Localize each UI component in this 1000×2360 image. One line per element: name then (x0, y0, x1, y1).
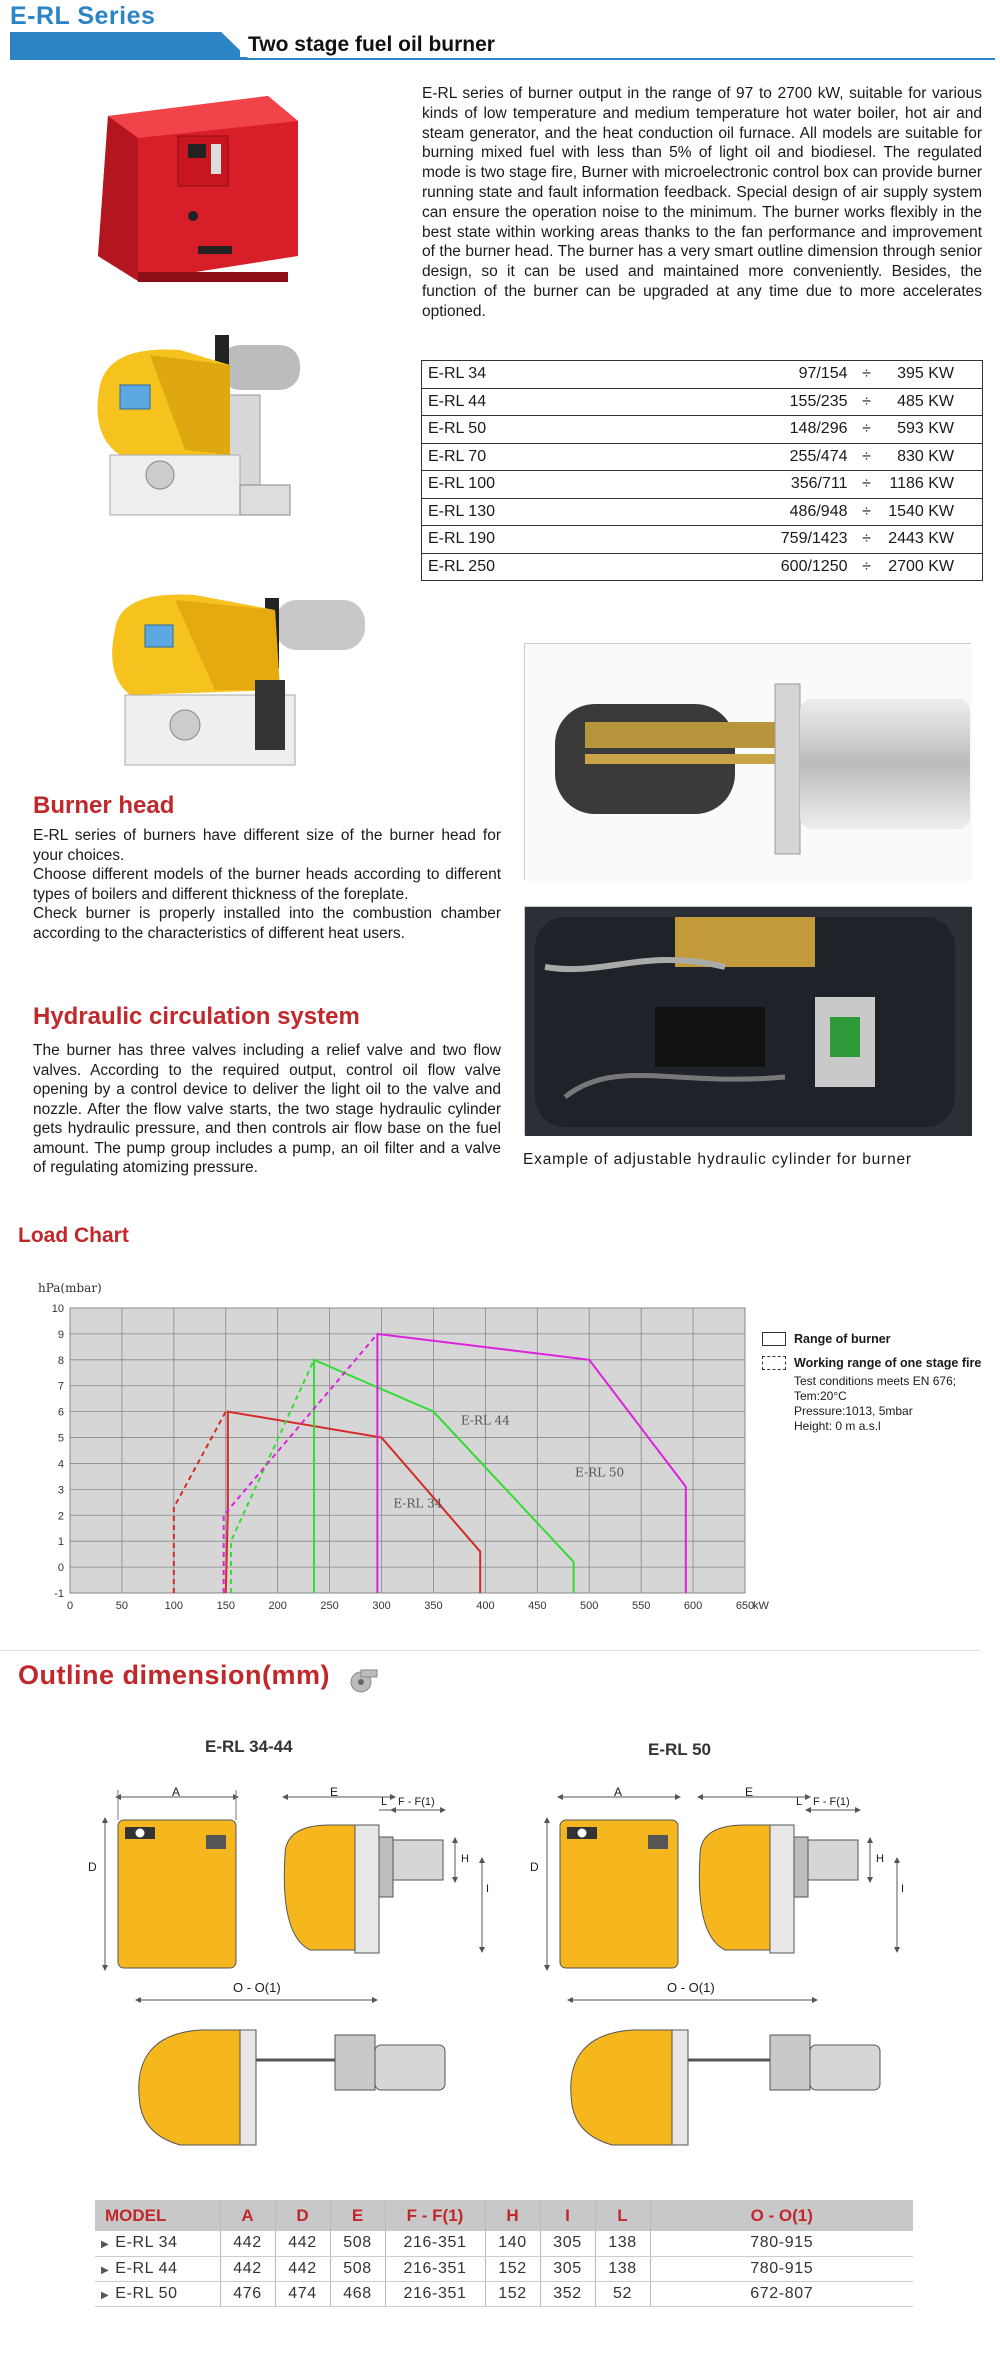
model-range: 255/474 (582, 443, 852, 471)
dim-value-cell: 780-915 (650, 2231, 913, 2256)
dim-header-cell: I (540, 2200, 595, 2231)
legend-note-2: Tem:20°C (794, 1389, 847, 1403)
x-tick-label: 0 (66, 1600, 74, 1612)
outline-drawings (0, 1775, 1000, 2200)
dim-value-cell: 305 (540, 2231, 595, 2256)
model-range: 155/235 (582, 388, 852, 416)
dim-label-a-left: A (172, 1785, 181, 1799)
dim-label-l-right: L (796, 1796, 803, 1808)
dim-model-label: E-RL 44 (115, 2259, 178, 2277)
model-name: E-RL 190 (422, 526, 582, 554)
dim-header-cell: O - O(1) (650, 2200, 913, 2231)
load-chart-title: Load Chart (18, 1224, 129, 1247)
red-burner-image (78, 76, 318, 286)
model-max-output: 485 KW (882, 388, 983, 416)
dim-table-row (95, 2281, 913, 2306)
dim-value-cell: 216-351 (385, 2281, 485, 2306)
dim-model-label: E-RL 50 (115, 2284, 178, 2302)
model-separator: ÷ (852, 526, 882, 554)
model-separator: ÷ (852, 416, 882, 444)
dim-value-cell: 216-351 (385, 2256, 485, 2281)
outline-title: Outline dimension(mm) (18, 1660, 331, 1690)
x-tick-label: 400 (476, 1600, 495, 1612)
model-separator: ÷ (852, 498, 882, 526)
dim-value-cell: 52 (595, 2281, 650, 2306)
legend-range (762, 1332, 992, 1346)
row-arrow-icon: ▶ (101, 2239, 110, 2251)
series-label: E-RL 50 (575, 1465, 625, 1480)
model-name: E-RL 250 (422, 553, 582, 581)
model-max-output: 1540 KW (882, 498, 983, 526)
fan-icon (345, 1664, 379, 1703)
dim-label-h-left: H (461, 1853, 469, 1865)
dim-header-cell: MODEL (95, 2200, 220, 2231)
model-range: 600/1250 (582, 553, 852, 581)
dim-model-cell (95, 2231, 220, 2256)
dim-value-cell: 138 (595, 2231, 650, 2256)
x-axis-unit: kW (753, 1600, 769, 1612)
dim-label-o-right: O - O(1) (667, 1980, 715, 1995)
model-max-output: 1186 KW (882, 471, 983, 499)
burner-head-title: Burner head (33, 792, 175, 819)
dim-value-cell: 780-915 (650, 2256, 913, 2281)
row-arrow-icon: ▶ (101, 2264, 110, 2276)
x-tick-label: 250 (320, 1600, 339, 1612)
x-tick-label: 600 (683, 1600, 703, 1612)
hydraulic-cylinder-photo (524, 906, 971, 1135)
model-max-output: 2443 KW (882, 526, 983, 554)
hydraulic-title: Hydraulic circulation system (33, 1003, 360, 1030)
dim-value-cell: 508 (330, 2231, 385, 2256)
model-row (422, 443, 983, 471)
x-tick-label: 100 (164, 1600, 184, 1612)
burner-head-text: E-RL series of burners have different size of the burner head for your choices. Choose different models of the burner heads according to different types of boilers and different thickness of the foreplate. Check burner is properly installed into the combustion chamber according to the characteristics of different heat users. (33, 827, 501, 942)
dim-value-cell: 442 (220, 2256, 275, 2281)
x-tick-label: 500 (580, 1600, 599, 1612)
dim-header-cell: A (220, 2200, 275, 2231)
dim-value-cell: 442 (275, 2256, 330, 2281)
side-view-right (699, 1797, 897, 1953)
side-view-left (284, 1797, 482, 1953)
dim-label-d-right: D (530, 1860, 539, 1874)
chart-legend (762, 1332, 992, 1434)
dim-label-i-left: I (486, 1883, 490, 1895)
dim-table-row (95, 2256, 913, 2281)
front-view-right (547, 1797, 678, 1968)
legend-note-4: Height: 0 m a.s.l (794, 1419, 881, 1433)
y-tick-label: 8 (57, 1354, 64, 1367)
dim-value-cell: 672-807 (650, 2281, 913, 2306)
y-tick-label: 4 (57, 1458, 64, 1471)
yellow-burner-image-2 (105, 580, 385, 780)
x-tick-label: 200 (268, 1600, 287, 1612)
y-tick-label: 7 (57, 1380, 64, 1393)
photo-caption: Example of adjustable hydraulic cylinder for burner (523, 1151, 912, 1168)
model-separator: ÷ (852, 443, 882, 471)
model-separator: ÷ (852, 471, 882, 499)
y-tick-label: 9 (57, 1328, 64, 1341)
y-tick-label: 10 (51, 1303, 64, 1315)
legend-note-3: Pressure:1013, 5mbar (794, 1404, 913, 1418)
dim-label-i-right: I (901, 1883, 905, 1895)
y-tick-label: 1 (57, 1536, 64, 1549)
model-output-table (421, 360, 983, 581)
dim-header-cell: H (485, 2200, 540, 2231)
dim-label-e-right: E (745, 1785, 754, 1799)
series-label: E-RL 44 (460, 1413, 510, 1428)
dim-label-f-right: F - F(1) (813, 1796, 850, 1808)
hydraulic-text: The burner has three valves including a relief valve and two flow valves. According to the required output, control oil flow valve opening by a control device to deliver the light oil to the valve and nozzle. After the flow valve starts, the two stage hydraulic cylinder gets hydraulic pressure, and then controls air flow base on the fuel amount. The pump group includes a pump, an oil filter and a valve of regulating atomizing pressure. (33, 1042, 501, 1176)
intro-paragraph: E-RL series of burner output in the range of 97 to 2700 kW, suitable for various kinds of low temperature and medium temperature hot water boiler, hot air and steam generator, and the heat conduction oil furnace. All models are suitable for burning mixed fuel with less than 5% of light oil and biodiesel. The regulated mode is two stage fire, Burner with microelectronic control box can provide burner running state and fault information feedback. Special design of air supply system can ensure the operation noise to the minimum. The burner works flexibly in the best state within working areas thanks to the fan performance and improvement of the burner head. The burner has a very smart outline dimension through senior design, so it can be used and maintained more conveniently. Besides, the function of the burner can be upgraded at any time due to more accelerates optioned. (422, 85, 982, 320)
x-tick-label: 550 (631, 1600, 651, 1612)
legend-note-1: Test conditions meets EN 676; (794, 1374, 957, 1388)
legend-dashed-swatch (762, 1356, 786, 1370)
legend-working-label: Working range of one stage fire (794, 1356, 982, 1370)
load-chart (0, 1268, 769, 1633)
front-view-left (105, 1790, 236, 1968)
series-title: E-RL Series (10, 2, 156, 30)
dim-header-cell: D (275, 2200, 330, 2231)
section-divider (0, 1650, 980, 1651)
y-axis-label: hPa(mbar) (38, 1281, 102, 1295)
model-name: E-RL 50 (422, 416, 582, 444)
dim-value-cell: 305 (540, 2256, 595, 2281)
dim-value-cell: 508 (330, 2256, 385, 2281)
dim-value-cell: 442 (220, 2231, 275, 2256)
y-tick-label: 0 (57, 1562, 64, 1575)
model-name: E-RL 70 (422, 443, 582, 471)
series-label: E-RL 34 (393, 1496, 443, 1511)
model-range: 148/296 (582, 416, 852, 444)
model-separator: ÷ (852, 388, 882, 416)
legend-range-label: Range of burner (794, 1332, 891, 1346)
model-row (422, 526, 983, 554)
model-label-left: E-RL 34-44 (205, 1737, 293, 1756)
y-tick-label: 2 (57, 1510, 64, 1523)
model-row (422, 388, 983, 416)
y-tick-label: 6 (57, 1406, 64, 1419)
dim-header-cell: L (595, 2200, 650, 2231)
top-view-right (570, 2000, 880, 2145)
model-range: 97/154 (582, 361, 852, 389)
header-rule (10, 58, 995, 60)
dim-value-cell: 468 (330, 2281, 385, 2306)
dim-label-e-left: E (330, 1785, 339, 1799)
dim-label-o-left: O - O(1) (233, 1980, 281, 1995)
legend-working (762, 1356, 992, 1370)
dim-value-cell: 138 (595, 2256, 650, 2281)
dim-value-cell: 216-351 (385, 2231, 485, 2256)
dim-model-cell (95, 2281, 220, 2306)
plot-area (70, 1308, 745, 1593)
x-tick-label: 300 (372, 1600, 391, 1612)
x-tick-label: 650 (735, 1600, 755, 1612)
x-tick-label: 350 (424, 1600, 443, 1612)
dim-value-cell: 474 (275, 2281, 330, 2306)
x-tick-label: 50 (115, 1600, 129, 1612)
dim-header-cell: E (330, 2200, 385, 2231)
legend-solid-swatch (762, 1332, 786, 1346)
model-name: E-RL 44 (422, 388, 582, 416)
burner-head-photo (524, 643, 971, 880)
dim-value-cell: 152 (485, 2256, 540, 2281)
dim-label-h-right: H (876, 1853, 884, 1865)
model-separator: ÷ (852, 361, 882, 389)
model-max-output: 2700 KW (882, 553, 983, 581)
dim-value-cell: 442 (275, 2231, 330, 2256)
model-name: E-RL 100 (422, 471, 582, 499)
dim-model-cell (95, 2256, 220, 2281)
header-accent (10, 32, 250, 60)
dim-header-cell: F - F(1) (385, 2200, 485, 2231)
model-max-output: 830 KW (882, 443, 983, 471)
y-tick-label: -1 (54, 1588, 64, 1600)
model-row (422, 553, 983, 581)
model-separator: ÷ (852, 553, 882, 581)
model-range: 486/948 (582, 498, 852, 526)
model-range: 759/1423 (582, 526, 852, 554)
dim-label-f-left: F - F(1) (398, 1796, 435, 1808)
dim-value-cell: 476 (220, 2281, 275, 2306)
model-name: E-RL 34 (422, 361, 582, 389)
header-bar (10, 32, 995, 60)
x-tick-label: 150 (216, 1600, 235, 1612)
x-tick-label: 450 (528, 1600, 547, 1612)
dim-label-l-left: L (381, 1796, 388, 1808)
top-view-left (138, 2000, 445, 2145)
y-tick-label: 5 (57, 1432, 64, 1445)
dim-table-row (95, 2231, 913, 2256)
dim-model-label: E-RL 34 (115, 2234, 178, 2252)
model-name: E-RL 130 (422, 498, 582, 526)
model-range: 356/711 (582, 471, 852, 499)
model-label-right: E-RL 50 (648, 1740, 711, 1759)
row-arrow-icon: ▶ (101, 2289, 110, 2301)
model-row (422, 416, 983, 444)
dim-value-cell: 352 (540, 2281, 595, 2306)
model-row (422, 471, 983, 499)
y-tick-label: 3 (57, 1484, 64, 1497)
model-row (422, 361, 983, 389)
model-max-output: 593 KW (882, 416, 983, 444)
dim-value-cell: 140 (485, 2231, 540, 2256)
page-subtitle: Two stage fuel oil burner (240, 33, 503, 57)
dimension-table (95, 2200, 913, 2307)
dim-label-a-right: A (614, 1785, 623, 1799)
dim-value-cell: 152 (485, 2281, 540, 2306)
model-max-output: 395 KW (882, 361, 983, 389)
model-row (422, 498, 983, 526)
yellow-burner-image-1 (90, 325, 330, 545)
dim-label-d-left: D (88, 1860, 97, 1874)
